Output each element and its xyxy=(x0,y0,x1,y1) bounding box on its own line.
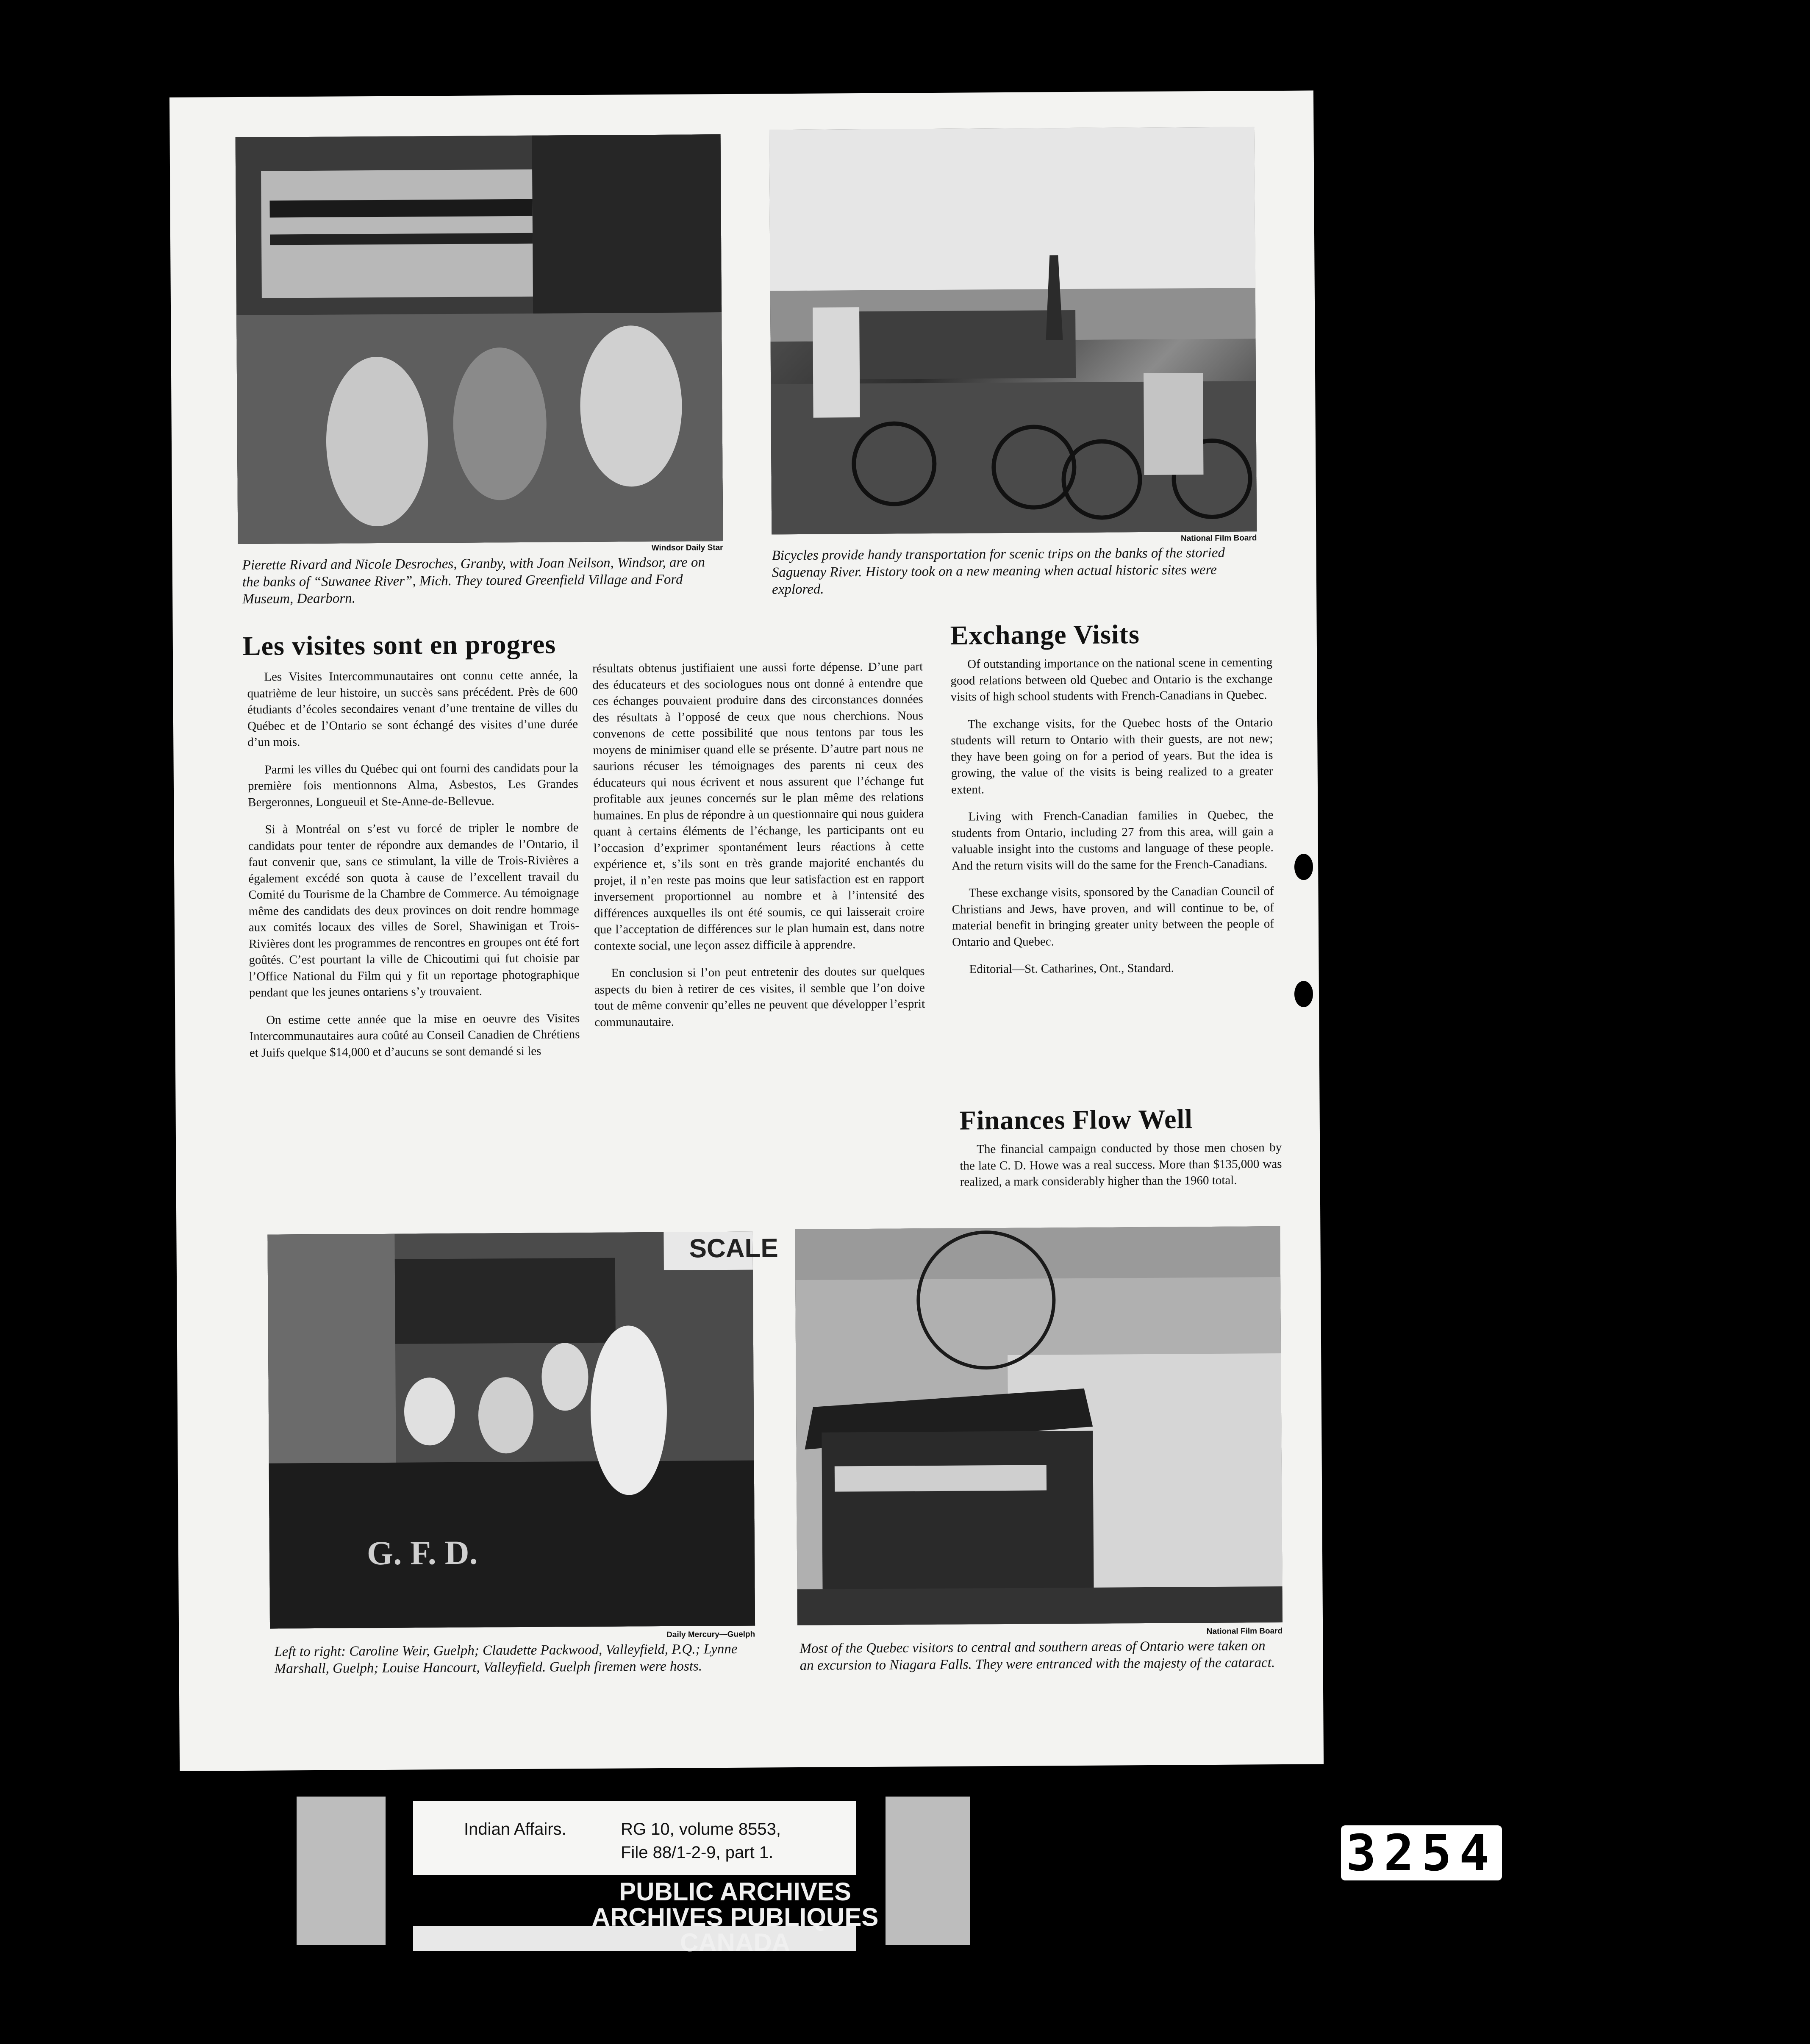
photo-caption: Left to right: Caroline Weir, Guelph; Claudette Packwood, Valleyfield, P.Q.; Lynne Marshall, Guelph; Louise Hancourt, Valleyfield. Guelph firemen were hosts. xyxy=(274,1641,738,1677)
photo-caption: Pierette Rivard and Nicole Desroches, Granby, with Joan Neilson, Windsor, are on the banks of “Suwanee River”, Mich. They toured Greenfield Village and Ford Museum, Dearborn. xyxy=(242,555,705,607)
paragraph: résultats obtenus justifiaient une aussi forte dépense. D’une part des éducateurs et des sociologues nous ont donné à entendre que ces échanges pouvaient produire dans des circonstances données des résultats à l’opposé de ceux que nous cherchions. Nous convenons de cette possibilité que nous tentons par tous les moyens de minimiser quand elle se présente. D’autre part nous ne saurions récuser les témoignages des parents ni ceux des éducateurs qui nous écrivent et nous assurent que l’échange fut profitable aux jeunes concernés sur le plan même des relations humaines. En plus de répondre à un questionnaire qui nous guidera quant à certains éléments de l’échange, les participants ont eu l’occasion d’exprimer spontanément leurs réactions à cette expérience et, s’ils sont en très grande majorité enchantés du projet, il n’en reste pas moins que leur satisfaction est en rapport inversement proportionnel au nombre et à l’intensité des différences auxquelles ils ont été soumis, ce qui laisserait croire que l’acceptation de différences sur le plan humain est, dans notre contexte social, une leçon assez difficile à apprendre. xyxy=(592,660,925,953)
paragraph: Parmi les villes du Québec qui ont fourni des candidats pour la première fois mentionnons Alma, Asbestos, Les Grandes Bergeronnes, Longueuil et Ste-Anne-de-Bellevue. xyxy=(247,761,579,809)
photo-firemen-car xyxy=(267,1232,778,1629)
paragraph: En conclusion si l’on peut entretenir des doutes sur quelques aspects du bien à retirer de ces visites, il semble que l’on doive tout de même convenir qu’elles ne peuvent que développer l’esprit communautaire. xyxy=(594,964,925,1029)
french-article-col2 xyxy=(592,658,925,1041)
photo-niagara-falls xyxy=(795,1226,1283,1625)
archive-record-group: RG 10, volume 8553, xyxy=(621,1820,781,1838)
stamp-line: CANADA xyxy=(680,1928,790,1957)
paragraph: Les Visites Intercommunautaires ont connu cette année, la quatrième de leur histoire, un succès sans précédent. Près de 600 étudiants d’écoles secondaires venant d’une trentaine de villes du Québec et de l’Ontario se sont échangé des visites d’une durée d’un mois. xyxy=(247,668,578,749)
french-article-col1 xyxy=(247,667,580,1072)
paragraph: Living with French-Canadian families in Quebec, the students from Ontario, including 27 from this area, will gain a valuable insight into the customs and language of these people. And the return visits will do the same for the French-Canadians. xyxy=(951,808,1274,873)
photo-caption: Most of the Quebec visitors to central and southern areas of Ontario were taken on an excursion to Niagara Falls. They were entranced with the majesty of the cataract. xyxy=(800,1638,1275,1673)
newspaper-page xyxy=(169,91,1324,1771)
paragraph: These exchange visits, sponsored by the Canadian Council of Christians and Jews, have proven, and will continue to be, of material benefit in bringing greater unity between the people of Ontario and Quebec. xyxy=(952,884,1274,949)
headline-finances: Finances Flow Well xyxy=(959,1104,1193,1136)
photo-credit: Daily Mercury—Guelph xyxy=(666,1630,755,1639)
paragraph: The financial campaign conducted by those men chosen by the late C. D. Howe was a real success. More than $135,000 was realized, a mark considerably higher than the 1960 total. xyxy=(960,1141,1282,1189)
paragraph: Si à Montréal on s’est vu forcé de tripler le nombre de candidats pour tenter de répondre aux demandes de l’Ontario, il faut convenir que, sans ce stimulant, la ville de Trois-Rivières a également excédé son quota à cause de l’excellent travail du Comité du Tourisme de la Chambre de Commerce. Au témoignage même des candidats des deux provinces on doit rendre hommage aux comités locaux des villes de Sorel, Shawinigan et Trois-Rivières dont les programmes de rencontres en groupes ont été fort goûtés. C’est pourtant la ville de Chicoutimi qui fut choisie par l’Office National du Film qui y fit un reportage photographique pendant que les jeunes ontariens s’y trouvaient. xyxy=(248,821,580,1000)
paragraph: On estime cette année que la mise en oeuvre des Visites Intercommunautaires aura coûté au Conseil Canadien de Chrétiens et Juifs quelque $14,000 et d’aucuns se sont demandé si les xyxy=(249,1011,580,1060)
exchange-article-body xyxy=(950,654,1274,989)
photo-riverboat-girls xyxy=(236,134,723,544)
photo-bicycles-saguenay xyxy=(769,127,1257,534)
punch-hole xyxy=(1294,854,1313,880)
photo-credit: National Film Board xyxy=(1206,1627,1283,1636)
car-door-letters: G. F. D. xyxy=(366,1534,478,1572)
archive-department: Indian Affairs. xyxy=(464,1820,566,1838)
photo-credit: National Film Board xyxy=(1180,533,1257,543)
photo-credit: Windsor Daily Star xyxy=(651,543,723,553)
headline-exchange-visits: Exchange Visits xyxy=(950,619,1140,650)
stamp-line: ARCHIVES PUBLIQUES xyxy=(591,1903,879,1931)
photo-caption: Bicycles provide handy transportation for scenic trips on the banks of the storied Saguenay River. History took on a new meaning when actual historic sites were explored. xyxy=(772,545,1225,597)
label-strip-left xyxy=(297,1797,386,1945)
punch-hole xyxy=(1294,981,1313,1007)
photo-sign-text: SCALE xyxy=(689,1233,778,1264)
archive-stamp xyxy=(566,1879,905,1955)
finances-article-body xyxy=(960,1139,1282,1201)
archive-reference-label xyxy=(413,1801,856,1875)
article-source: Editorial—St. Catharines, Ont., Standard. xyxy=(969,961,1174,976)
headline-les-visites: Les visites sont en progres xyxy=(242,629,556,661)
frame-number: 3254 xyxy=(1341,1825,1502,1880)
paragraph: Of outstanding importance on the national scene in cementing good relations between old Quebec and Ontario is the exchange visits of high school students with French-Canadians in Quebec. xyxy=(950,655,1273,704)
paragraph: The exchange visits, for the Quebec hosts of the Ontario students will return to Ontario with their guests, are not new; they have been going on for a period of years. But the idea is growing, the value of the visits is being realized to a greater extent. xyxy=(951,715,1273,797)
archive-file: File 88/1-2-9, part 1. xyxy=(621,1843,774,1862)
stamp-line: PUBLIC ARCHIVES xyxy=(619,1877,851,1906)
